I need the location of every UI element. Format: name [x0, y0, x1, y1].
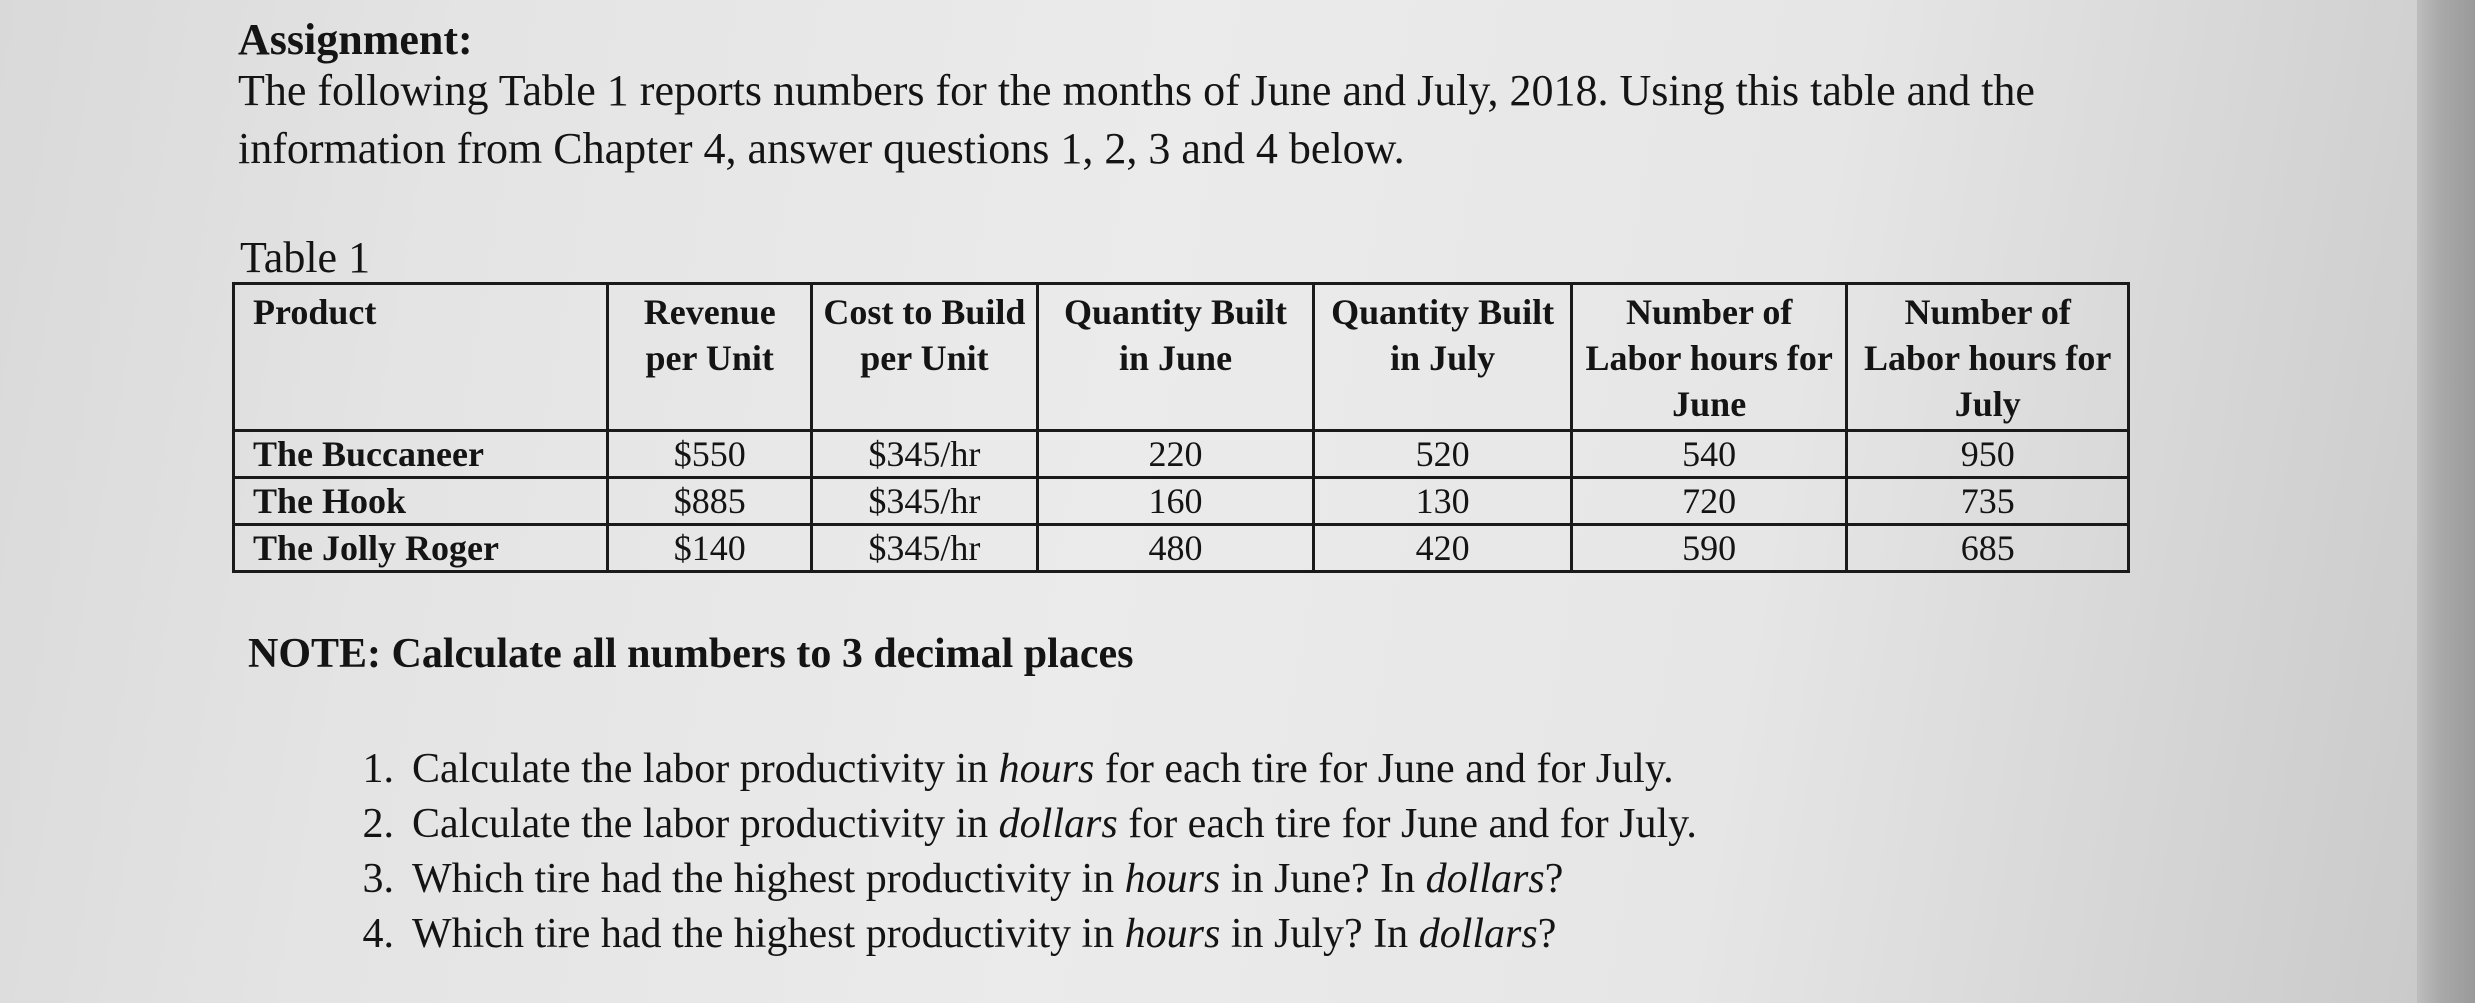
- question-number: 1.: [362, 746, 394, 792]
- table-cell: $345/hr: [812, 431, 1038, 478]
- column-header: Cost to Build per Unit: [812, 284, 1038, 431]
- table-row: [234, 478, 2129, 525]
- product-name-cell: The Jolly Roger: [234, 525, 608, 572]
- table-cell: 590: [1571, 525, 1847, 572]
- table-cell: 950: [1847, 431, 2129, 478]
- table-row: [234, 431, 2129, 478]
- note-text: NOTE: Calculate all numbers to 3 decimal places: [248, 631, 1134, 677]
- table-cell: $345/hr: [812, 478, 1038, 525]
- table-cell: 130: [1314, 478, 1572, 525]
- table-header-row: [234, 284, 2129, 431]
- page-edge-shadow: [2417, 0, 2475, 1003]
- question-text: Calculate the labor productivity in dollars for each tire for June and for July.: [412, 801, 1697, 847]
- question-list: [318, 742, 1697, 962]
- table-cell: 540: [1571, 431, 1847, 478]
- table-cell: $550: [608, 431, 812, 478]
- assignment-heading: Assignment:: [238, 15, 473, 64]
- table-cell: 220: [1037, 431, 1314, 478]
- table-cell: 720: [1571, 478, 1847, 525]
- table-cell: $140: [608, 525, 812, 572]
- table-cell: 420: [1314, 525, 1572, 572]
- table-row: [234, 525, 2129, 572]
- table-cell: 735: [1847, 478, 2129, 525]
- column-header: Product: [234, 284, 608, 431]
- table-cell: 685: [1847, 525, 2129, 572]
- question-number: 4.: [362, 911, 394, 957]
- question-item: [318, 907, 1697, 962]
- question-number: 2.: [362, 801, 394, 847]
- question-number: 3.: [362, 856, 394, 902]
- table-cell: 160: [1037, 478, 1314, 525]
- question-item: [318, 742, 1697, 797]
- table-cell: 520: [1314, 431, 1572, 478]
- table-cell: 480: [1037, 525, 1314, 572]
- question-text: Which tire had the highest productivity in hours in June? In dollars?: [412, 856, 1564, 902]
- question-text: Calculate the labor productivity in hours for each tire for June and for July.: [412, 746, 1674, 792]
- intro-paragraph: The following Table 1 reports numbers for the months of June and July, 2018. Using this table and the information from Chapter 4, answer questions 1, 2, 3 and 4 below.: [238, 66, 2035, 173]
- data-table: [232, 282, 2130, 573]
- product-name-cell: The Hook: [234, 478, 608, 525]
- column-header: Number of Labor hours for July: [1847, 284, 2129, 431]
- product-name-cell: The Buccaneer: [234, 431, 608, 478]
- column-header: Revenue per Unit: [608, 284, 812, 431]
- column-header: Quantity Built in June: [1037, 284, 1314, 431]
- table-cell: $885: [608, 478, 812, 525]
- column-header: Quantity Built in July: [1314, 284, 1572, 431]
- table-caption: Table 1: [240, 233, 371, 282]
- question-item: [318, 797, 1697, 852]
- question-text: Which tire had the highest productivity in hours in July? In dollars?: [412, 911, 1557, 957]
- table-cell: $345/hr: [812, 525, 1038, 572]
- column-header: Number of Labor hours for June: [1571, 284, 1847, 431]
- question-item: [318, 852, 1697, 907]
